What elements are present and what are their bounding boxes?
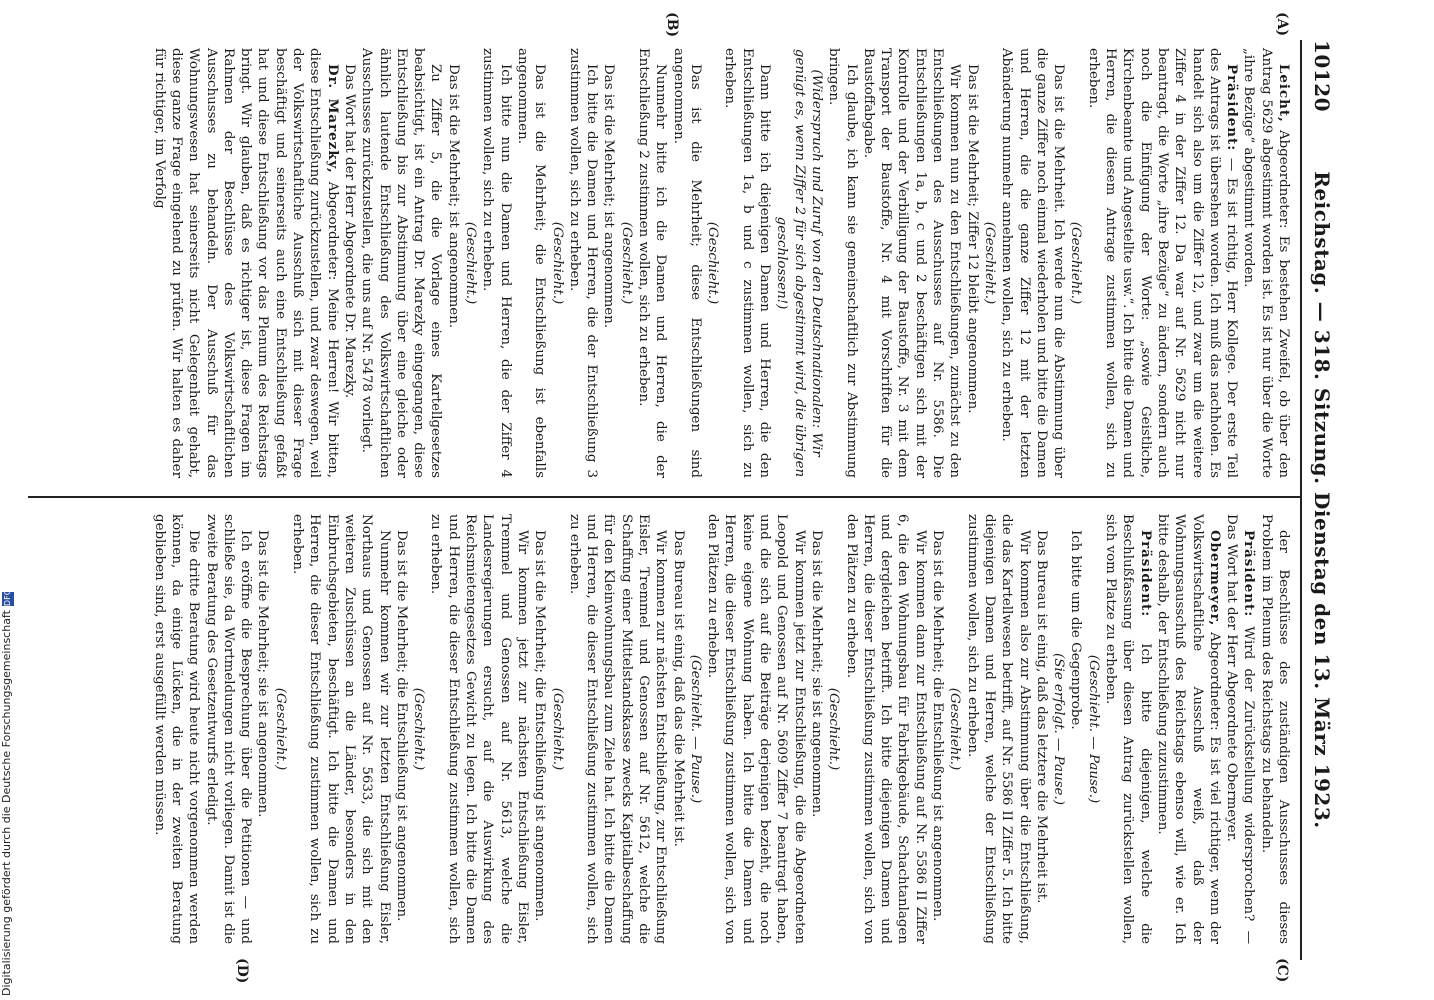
speaker-name: Präsident: [1137, 530, 1154, 618]
margin-marker-a: (A) [1274, 12, 1290, 37]
paragraph [566, 48, 601, 478]
paragraph-text: Das ist die Mehrheit; die Entschließung ist ebenfalls angenommen. [514, 48, 548, 478]
paragraph [202, 514, 254, 944]
page-number: 10120 [1310, 40, 1334, 113]
paragraph-text: — Es ist richtig, Herr Kollege. Der erste Teil des Antrags ist übersehen worden. Ich muß das nachholen. Es handelt sich also um die Ziffer 12, und zwar um die weitere Ziffer 4 in der Ziffer 12. Da war auf Nr. 5629 nicht nur beantragt, die Worte „ihre Bezüge“ zu ändern, sondern auch noch die Einfügung der Worte: „sowie Geistliche, Kirchenbeamte und Angestellte usw.“. Ich bitte die Damen und Herren, die diesem Antrage zustimmen wollen, sich zu erheben. [1085, 48, 1240, 478]
paragraph-text: Abgeordneter: Es ist viel richtiger, wenn der Volkswirtschaftliche Ausschuß weiß, daß der Wohnungsausschuß des Reichstags ebenso will, wie er. Ich bitte deshalb, der Entschließung zuzustimmen. [1154, 514, 1222, 944]
page-title: Reichstag. — 318. Sitzung. Dienstag den 13. März 1923. [1310, 171, 1334, 829]
paragraph-text: Nunmehr kommen wir zur letzten Entschließung Eisler, Northaus und Genossen auf Nr. 5633, die sich mit den weiteren Zuschüssen an die Länder, besonders in den Einbruchsgebieten, beschäftigt. Ich bitte die Damen und Herren, die dieser Entschließung zustimmen wollen, sich zu erheben. [290, 514, 392, 944]
paragraph [514, 48, 549, 478]
paragraph [704, 514, 808, 944]
column-divider [28, 496, 1300, 498]
paragraph-text: Das ist die Mehrheit; Ziffer 12 bleibt angenommen. [964, 64, 980, 414]
paragraph [1067, 514, 1084, 944]
stage-direction: (Geschieht.) [826, 687, 842, 771]
stage-direction: (Geschieht.) [618, 221, 634, 305]
stage-direction: (Geschieht. — Pause.) [687, 654, 703, 804]
paragraph-text: Nunmehr bitte ich die Damen und Herren, die der Entschließung 2 zustimmen wollen, sich zu erheben. [636, 48, 669, 478]
paragraph-text: Das ist die Mehrheit; ist angenommen. [445, 64, 461, 329]
dfg-logo: DFG [3, 589, 12, 607]
paragraph [150, 48, 340, 478]
paragraph [1154, 514, 1223, 944]
paragraph [963, 514, 1032, 944]
paragraph-text: Das ist die Mehrheit. Ich werde nun die Abstimmung über die ganze Ziffer noch einmal wiederholen und bitte die Damen und Herren, die die ganze Ziffer 12 mit der letzten Abänderung nunmehr annehmen wollen, sich zu erheben. [999, 48, 1067, 478]
stage-direction: (Geschieht.) [463, 221, 479, 305]
stage-direction: (Geschieht.) [1068, 221, 1084, 305]
paragraph [358, 48, 444, 478]
speaker-name: Dr. Marezky, [324, 64, 341, 174]
paragraph [566, 514, 670, 944]
stage-direction: (Geschieht.) [411, 687, 427, 771]
paragraph-text: Zu Ziffer 5, die die Vorlage eines Kartellgesetzes beabsichtigt, ist ein Antrag Dr. Marezky eingegangen, diese Entschließung bis zur Abstimmung über eine gleiche oder ähnlich lautende Entschließung des Volkswirtschaftlichen Ausschusses zurückzustellen, die uns auf Nr. 5478 vorliegt. [359, 48, 444, 478]
digitization-credit [0, 589, 14, 996]
paragraph-text: Das Wort hat der Herr Abgeordnete Dr. Marezky. [341, 64, 357, 399]
paragraph [825, 48, 860, 478]
speaker-name: Präsident: [1224, 64, 1241, 152]
paragraph-text: Ich bitte die Damen und Herren, die der Entschließung 3 zustimmen wollen, sich zu erheben. [566, 48, 600, 478]
paragraph-text: Abgeordneter: Es bestehen Zweifel, ob über den Antrag 5629 abgestimmt worden ist. Es ist nur über die Worte „ihre Bezüge“ abgestimmt worden. [1241, 48, 1291, 478]
paragraph [669, 514, 686, 944]
paragraph-text: Wir kommen dann zur Entschließung auf Nr. 5586 II Ziffer 6, die den Wohnungsbau für Fabrikgebäude, Schachtanlagen und dergleichen betrifft. Ich bitte diejenigen Damen und Herren, die dieser Entschließung zustimmen wollen, sich von den Plätzen zu erheben. [843, 514, 928, 944]
paragraph [393, 514, 410, 944]
stage-direction: (Sie erfolgt. — Pause.) [1051, 653, 1067, 805]
paragraph-text: Das ist die Mehrheit; sie ist angenommen. [808, 530, 824, 818]
paragraph-text: Ich bitte nun die Damen und Herren, die der Ziffer 4 zustimmen wollen, sich zu erheben. [480, 48, 513, 478]
paragraph [963, 48, 980, 478]
paragraph-text: Die dritte Beratung wird heute nicht vorgenommen werden können, da einige Lücken, die in der zweiten Beratung geblieben sind, erst ausgefüllt werden müssen. [151, 514, 202, 944]
paragraph-text: Das Bureau ist einig, daß das die Mehrheit ist. [670, 530, 686, 847]
paragraph [1033, 514, 1050, 944]
paragraph-text: Das ist die Mehrheit; ist angenommen. [601, 64, 617, 329]
credit-text: Digitalisierung gefördert durch die Deutsche Forschungsgemeinschaft [0, 610, 13, 996]
paragraph-text: Wir kommen jetzt zur nächsten Entschließung Eisler, Tremmel und Genossen auf Nr. 5613, welche die Landesregierungen ersucht, auf die Auswirkung des Reichsmietengesetzes Gewicht zu legen. Ich bitte die Damen und Herren, die dieser Entschließung zustimmen wollen, sich zu erheben. [428, 514, 530, 944]
paragraph-text: Abgeordneter: Meine Herren! Wir bitten, diese Entschließung zurückzustellen, und zwar deswegen, weil der Volkswirtschaftliche Ausschuß sich mit dieser Frage beschäftigt und seinerseits auch eine Entschließung gefaßt hat und diese Entschließung vor das Plenum des Reichstags bringt. Wir glauben, daß es richtiger ist, diese Fragen im Rahmen der Beschlüsse des Volkswirtschaftlichen Ausschusses zu behandeln. Der Ausschuß für das Wohnungswesen hat seinerseits nicht Gelegenheit gehabt, diese ganze Frage eingehend zu prüfen. Wir halten es daher für richtiger, im Verfolg [151, 48, 340, 478]
speaker-name: Obermeyer, [1206, 530, 1223, 627]
paragraph-text: Das ist die Mehrheit; die Entschließung ist angenommen. [930, 530, 946, 922]
left-column [150, 48, 1292, 478]
margin-marker-b: (B) [664, 12, 680, 38]
paragraph [1084, 48, 1240, 478]
paragraph [635, 48, 670, 478]
stage-direction: (Geschieht.) [705, 221, 721, 305]
paragraph [531, 514, 548, 944]
paragraph [1102, 514, 1154, 944]
paragraph [929, 514, 946, 944]
paragraph-text: der Beschlüsse des zuständigen Ausschusses dieses Problem im Plenum des Reichstags zu behandeln. [1258, 514, 1291, 944]
header-rule [1300, 40, 1302, 960]
paragraph-text: Ich eröffne die Besprechung über die Petitionen — und schließe sie, da Wortmeldungen nicht vorliegen. Damit ist die zweite Beratung des Gesetzentwurfs erledigt. [203, 514, 254, 944]
paragraph [341, 48, 358, 478]
speaker-name: Präsident: [1241, 530, 1258, 618]
margin-marker-c: (C) [1274, 958, 1290, 983]
paragraph [842, 514, 928, 944]
paragraph-text: Das Bureau ist einig, daß das letztere die Mehrheit ist. [1033, 530, 1049, 904]
paragraph-text: Das ist die Mehrheit; die Entschließung ist angenommen. [393, 530, 409, 922]
paragraph [150, 514, 202, 944]
paragraph-text: Wir kommen nun zu den Entschließungen, zunächst zu den Entschließungen des Ausschusses auf Nr. 5586. Die Entschließungen 1a, b, c und 2 beschäftigen sich mit der Kontrolle und der Verbilligung der Baustoffe, Nr. 3 mit dem Transport der Baustoffe, Nr. 4 mit Vorschriften für die Baustoffabgabe. [860, 48, 963, 478]
paragraph-text: Wir kommen jetzt zur Entschließung, die die Abgeordneten Leopold und Genossen auf Nr. 5609 Ziffer 7 beantragt haben, und die sich auf die Beiträge derjenigen bezieht, die noch keine eigene Wohnung haben. Ich bitte die Damen und Herren, die dieser Entschließung zustimmen wollen, sich von den Plätzen zu erheben. [705, 514, 807, 944]
paragraph [289, 514, 393, 944]
paragraph [1240, 48, 1292, 478]
paragraph-text: Wir kommen zur nächsten Entschließung, zur Entschließung Eisler, Tremmel und Genossen auf Nr. 5612, welche die Schaffung einer Mittelstandskasse zwecks Kapitalbeschaffung für den Kleinwohnungsbau zum Ziele hat. Ich bitte die Damen und Herren, die dieser Entschließung zustimmen wollen, sich zu erheben. [566, 514, 669, 944]
margin-marker-d: (D) [234, 958, 250, 984]
paragraph [479, 48, 514, 478]
paragraph [669, 48, 704, 478]
paragraph [808, 514, 825, 944]
paragraph [721, 48, 773, 478]
paragraph [860, 48, 964, 478]
paragraph [1223, 514, 1258, 944]
stage-direction: (Geschieht. — Pause.) [1085, 654, 1101, 804]
speaker-name: Leicht, [1276, 64, 1292, 123]
paragraph-text: Ich bitte diejenigen, welche die Beschlußfassung über diesen Antrag zurückstellen wollen, sich vom Platze zu erheben. [1103, 514, 1153, 944]
stage-direction: (Geschieht.) [272, 687, 288, 771]
paragraph-text: Dann bitte ich diejenigen Damen und Herren, die den Entschließungen 1a, b und c zustimmen wollen, sich zu erheben. [722, 48, 773, 478]
paragraph-text: Wird der Zurückstellung widersprochen? — Das Wort hat der Herr Abgeordnete Obermeyer. [1224, 514, 1257, 944]
paragraph [1257, 514, 1292, 944]
paragraph-text: Wir kommen also zur Abstimmung über die Entschließung, die das Kartellwesen betrifft, auf Nr. 5586 II Ziffer 5. Ich bitte diejenigen Damen und Herren, welche der Entschließung zustimmen wollen, sich zu erheben. [964, 514, 1032, 944]
paragraph [444, 48, 461, 478]
paragraph-text: Das ist die Mehrheit; diese Entschließungen sind angenommen. [670, 48, 703, 478]
paragraph [998, 48, 1067, 478]
paragraph [254, 514, 271, 944]
paragraph-text: Das ist die Mehrheit; die Entschließung ist angenommen. [532, 530, 548, 922]
right-column [150, 514, 1292, 944]
stage-direction: (Geschieht.) [947, 687, 963, 771]
stage-direction: (Geschieht.) [549, 687, 565, 771]
paragraph-text: Ich bitte um die Gegenprobe. [1068, 530, 1084, 730]
paragraph-text: Ich glaube, ich kann sie gemeinschaftlich zur Abstimmung bringen. [826, 48, 859, 478]
stage-direction: (Geschieht.) [981, 221, 997, 305]
paragraph [600, 48, 617, 478]
stage-direction: (Geschieht.) [549, 221, 565, 305]
page-header [1300, 40, 1340, 960]
paragraph [427, 514, 531, 944]
paragraph-text: Das ist die Mehrheit; sie ist angenommen. [255, 530, 271, 818]
stage-direction: (Widerspruch und Zuruf von den Deutschnationalen: Wir genügt es, wenn Ziffer 2 für sich abgestimmt wird, die übrigen geschlossen!) [774, 48, 824, 478]
